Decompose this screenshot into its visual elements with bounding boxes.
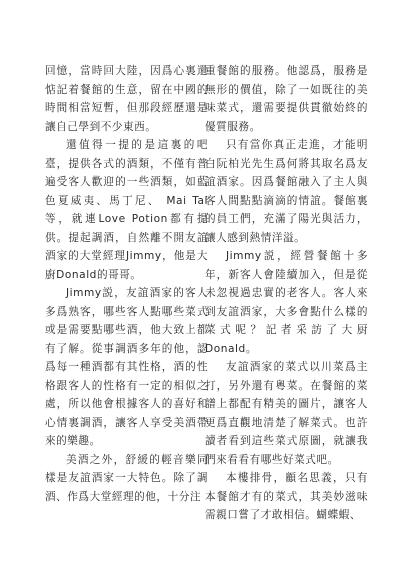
right-column [205, 62, 368, 525]
paragraph: 重餐館的服務。他認爲，服務是無形的價值，除了一如既往的美味菜式，還需要提供貫徹始終的優質服務。 [205, 65, 368, 133]
left-column [45, 62, 208, 506]
paragraph: 回憶，當時回大陸，因爲心裏還惦記着餐館的生意，留在中國的時間相當短暫，但那段經歷還是讓自己學到不少東西。 [45, 65, 208, 133]
paragraph: 只有當你真正走進，才能明白阮柏光先生爲何將其取名爲友誼酒家。因爲餐館融入了主人與客人間點點滴滴的情誼。餐館裏的員工們，充滿了陽光與活力，讓人感到熱情洋溢。 [205, 139, 368, 244]
paragraph: 美酒之外，舒緩的輕音樂同樣是友誼酒家一大特色。除了調酒、作爲大堂經理的他，十分注 [45, 453, 208, 503]
paragraph: Jimmy説，友誼酒家的客人多爲熟客，哪些客人點哪些菜式或是需要點哪些酒，他大致上都有了解。從事調酒多年的他，認爲每一種酒都有其性格，酒的性格跟客人的性格有一定的相似之處，所以他會根據客人的喜好和心情裏調酒，讓客人享受美酒帶來的樂趣。 [45, 287, 208, 447]
paragraph: 還值得一提的是這裏的吧臺，提供各式的酒類，不僅有普遍受客人歡迎的一些酒類，如藍色夏威夷、馬丁尼、 Mai Tai等，就連Love Potion都有提供。提起調酒，自然離不開友誼酒家的大堂經理Jimmy，他是大廚Donald的哥哥。 [45, 139, 208, 281]
paragraph: 本樓排骨，顧名思義，只有本餐館才有的菜式，其美妙滋味需親口嘗了才敢相信。蝴蝶蝦、 [205, 472, 368, 521]
paragraph: Jimmy説，經營餐館十多年，新客人會陸續加入，但是從未忽視過忠實的老客人。客人來到友誼酒家，大多會點什么樣的菜式呢？記者采訪了大厨Donald。 [205, 250, 368, 355]
paragraph: 友誼酒家的菜式以川菜爲主打，另外還有粵菜。在餐館的菜譜上都配有精美的圖片，讓客人更爲直觀地清楚了解菜式。也許讀者看到這些菜式原圖，就讓我們來看看有哪些好菜式吧。 [205, 361, 368, 466]
